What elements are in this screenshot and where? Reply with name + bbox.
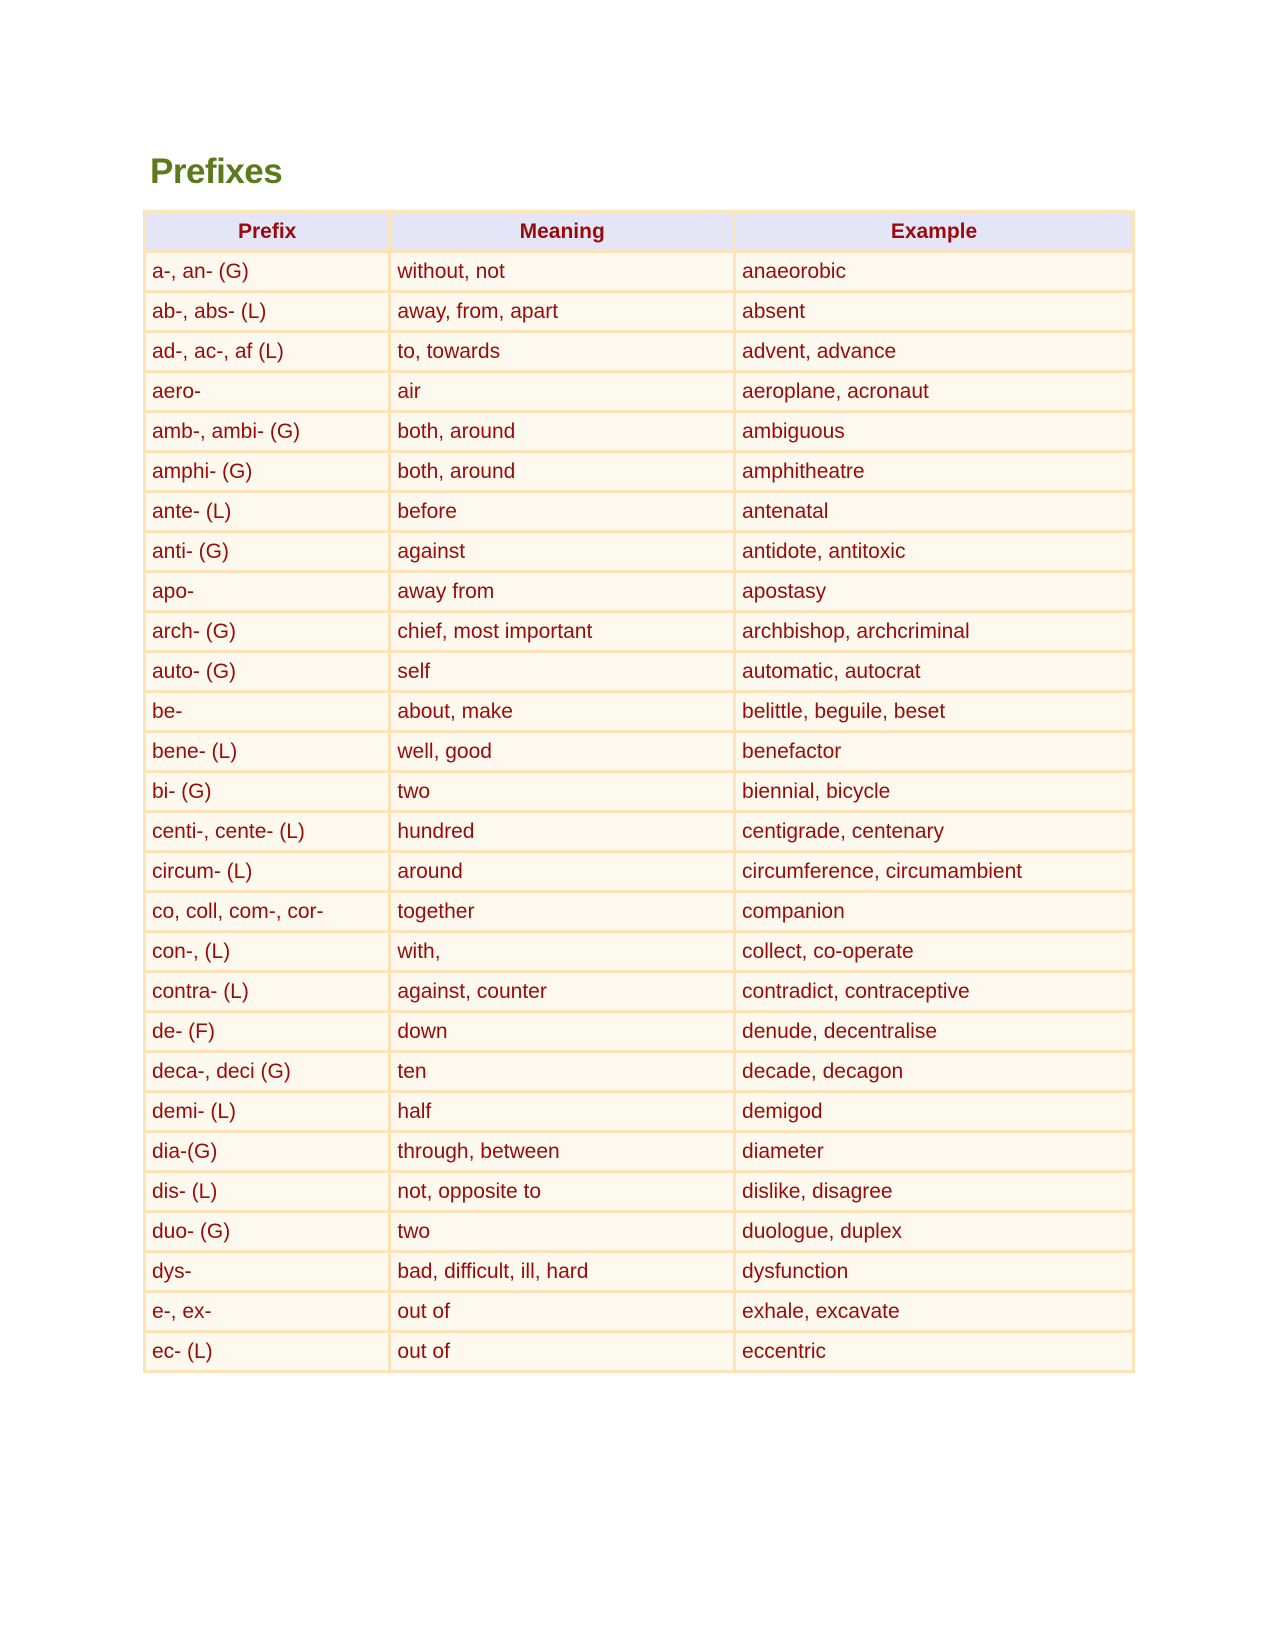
table-row xyxy=(145,1052,1134,1092)
example-cell: diameter xyxy=(735,1132,1134,1172)
table-row xyxy=(145,772,1134,812)
meaning-cell: with, xyxy=(390,932,735,972)
table-row xyxy=(145,852,1134,892)
prefix-cell: dys- xyxy=(145,1252,390,1292)
table-row xyxy=(145,1212,1134,1252)
meaning-cell: chief, most important xyxy=(390,612,735,652)
example-cell: duologue, duplex xyxy=(735,1212,1134,1252)
meaning-cell: against xyxy=(390,532,735,572)
prefix-cell: ec- (L) xyxy=(145,1332,390,1372)
table-row xyxy=(145,452,1134,492)
example-cell: dislike, disagree xyxy=(735,1172,1134,1212)
table-row xyxy=(145,812,1134,852)
prefix-cell: bene- (L) xyxy=(145,732,390,772)
example-cell: collect, co-operate xyxy=(735,932,1134,972)
example-cell: exhale, excavate xyxy=(735,1292,1134,1332)
prefix-cell: a-, an- (G) xyxy=(145,252,390,292)
example-cell: archbishop, archcriminal xyxy=(735,612,1134,652)
example-cell: contradict, contraceptive xyxy=(735,972,1134,1012)
meaning-cell: without, not xyxy=(390,252,735,292)
example-cell: denude, decentralise xyxy=(735,1012,1134,1052)
table-row xyxy=(145,732,1134,772)
prefix-cell: auto- (G) xyxy=(145,652,390,692)
header-meaning: Meaning xyxy=(390,212,735,252)
prefix-cell: de- (F) xyxy=(145,1012,390,1052)
meaning-cell: half xyxy=(390,1092,735,1132)
example-cell: antenatal xyxy=(735,492,1134,532)
meaning-cell: about, make xyxy=(390,692,735,732)
table-row xyxy=(145,492,1134,532)
prefix-cell: contra- (L) xyxy=(145,972,390,1012)
table-row xyxy=(145,1012,1134,1052)
example-cell: dysfunction xyxy=(735,1252,1134,1292)
prefix-cell: be- xyxy=(145,692,390,732)
prefix-cell: demi- (L) xyxy=(145,1092,390,1132)
meaning-cell: both, around xyxy=(390,452,735,492)
table-row xyxy=(145,332,1134,372)
meaning-cell: two xyxy=(390,1212,735,1252)
example-cell: ambiguous xyxy=(735,412,1134,452)
meaning-cell: hundred xyxy=(390,812,735,852)
prefix-cell: duo- (G) xyxy=(145,1212,390,1252)
table-row xyxy=(145,532,1134,572)
table-row xyxy=(145,612,1134,652)
prefix-cell: aero- xyxy=(145,372,390,412)
prefix-cell: ante- (L) xyxy=(145,492,390,532)
prefix-cell: anti- (G) xyxy=(145,532,390,572)
meaning-cell: around xyxy=(390,852,735,892)
header-example: Example xyxy=(735,212,1134,252)
table-row xyxy=(145,892,1134,932)
meaning-cell: to, towards xyxy=(390,332,735,372)
example-cell: circumference, circumambient xyxy=(735,852,1134,892)
example-cell: absent xyxy=(735,292,1134,332)
meaning-cell: together xyxy=(390,892,735,932)
table-row xyxy=(145,1092,1134,1132)
meaning-cell: two xyxy=(390,772,735,812)
meaning-cell: out of xyxy=(390,1332,735,1372)
table-row xyxy=(145,932,1134,972)
example-cell: benefactor xyxy=(735,732,1134,772)
example-cell: antidote, antitoxic xyxy=(735,532,1134,572)
example-cell: advent, advance xyxy=(735,332,1134,372)
table-row xyxy=(145,1252,1134,1292)
prefix-cell: dis- (L) xyxy=(145,1172,390,1212)
example-cell: biennial, bicycle xyxy=(735,772,1134,812)
table-row xyxy=(145,412,1134,452)
meaning-cell: bad, difficult, ill, hard xyxy=(390,1252,735,1292)
table-row xyxy=(145,292,1134,332)
prefixes-table xyxy=(143,210,1135,1373)
header-prefix: Prefix xyxy=(145,212,390,252)
table-row xyxy=(145,252,1134,292)
table-row xyxy=(145,1132,1134,1172)
meaning-cell: away, from, apart xyxy=(390,292,735,332)
example-cell: demigod xyxy=(735,1092,1134,1132)
prefix-cell: apo- xyxy=(145,572,390,612)
table-row xyxy=(145,1172,1134,1212)
example-cell: automatic, autocrat xyxy=(735,652,1134,692)
example-cell: aeroplane, acronaut xyxy=(735,372,1134,412)
prefix-cell: centi-, cente- (L) xyxy=(145,812,390,852)
meaning-cell: not, opposite to xyxy=(390,1172,735,1212)
page-title: Prefixes xyxy=(150,152,283,191)
table-header-row xyxy=(145,212,1134,252)
prefix-cell: con-, (L) xyxy=(145,932,390,972)
prefix-cell: ab-, abs- (L) xyxy=(145,292,390,332)
example-cell: centigrade, centenary xyxy=(735,812,1134,852)
prefix-cell: deca-, deci (G) xyxy=(145,1052,390,1092)
meaning-cell: well, good xyxy=(390,732,735,772)
meaning-cell: against, counter xyxy=(390,972,735,1012)
table-row xyxy=(145,692,1134,732)
meaning-cell: both, around xyxy=(390,412,735,452)
example-cell: decade, decagon xyxy=(735,1052,1134,1092)
table-row xyxy=(145,1332,1134,1372)
prefix-cell: amphi- (G) xyxy=(145,452,390,492)
meaning-cell: through, between xyxy=(390,1132,735,1172)
prefix-cell: bi- (G) xyxy=(145,772,390,812)
meaning-cell: air xyxy=(390,372,735,412)
prefix-cell: amb-, ambi- (G) xyxy=(145,412,390,452)
example-cell: apostasy xyxy=(735,572,1134,612)
prefix-cell: dia-(G) xyxy=(145,1132,390,1172)
prefix-cell: ad-, ac-, af (L) xyxy=(145,332,390,372)
example-cell: companion xyxy=(735,892,1134,932)
meaning-cell: before xyxy=(390,492,735,532)
table-row xyxy=(145,572,1134,612)
table-row xyxy=(145,652,1134,692)
table-row xyxy=(145,972,1134,1012)
example-cell: belittle, beguile, beset xyxy=(735,692,1134,732)
meaning-cell: down xyxy=(390,1012,735,1052)
table-row xyxy=(145,372,1134,412)
prefix-cell: co, coll, com-, cor- xyxy=(145,892,390,932)
meaning-cell: ten xyxy=(390,1052,735,1092)
meaning-cell: out of xyxy=(390,1292,735,1332)
meaning-cell: self xyxy=(390,652,735,692)
prefix-cell: e-, ex- xyxy=(145,1292,390,1332)
example-cell: amphitheatre xyxy=(735,452,1134,492)
example-cell: eccentric xyxy=(735,1332,1134,1372)
example-cell: anaeorobic xyxy=(735,252,1134,292)
meaning-cell: away from xyxy=(390,572,735,612)
prefix-cell: circum- (L) xyxy=(145,852,390,892)
table-row xyxy=(145,1292,1134,1332)
prefix-cell: arch- (G) xyxy=(145,612,390,652)
